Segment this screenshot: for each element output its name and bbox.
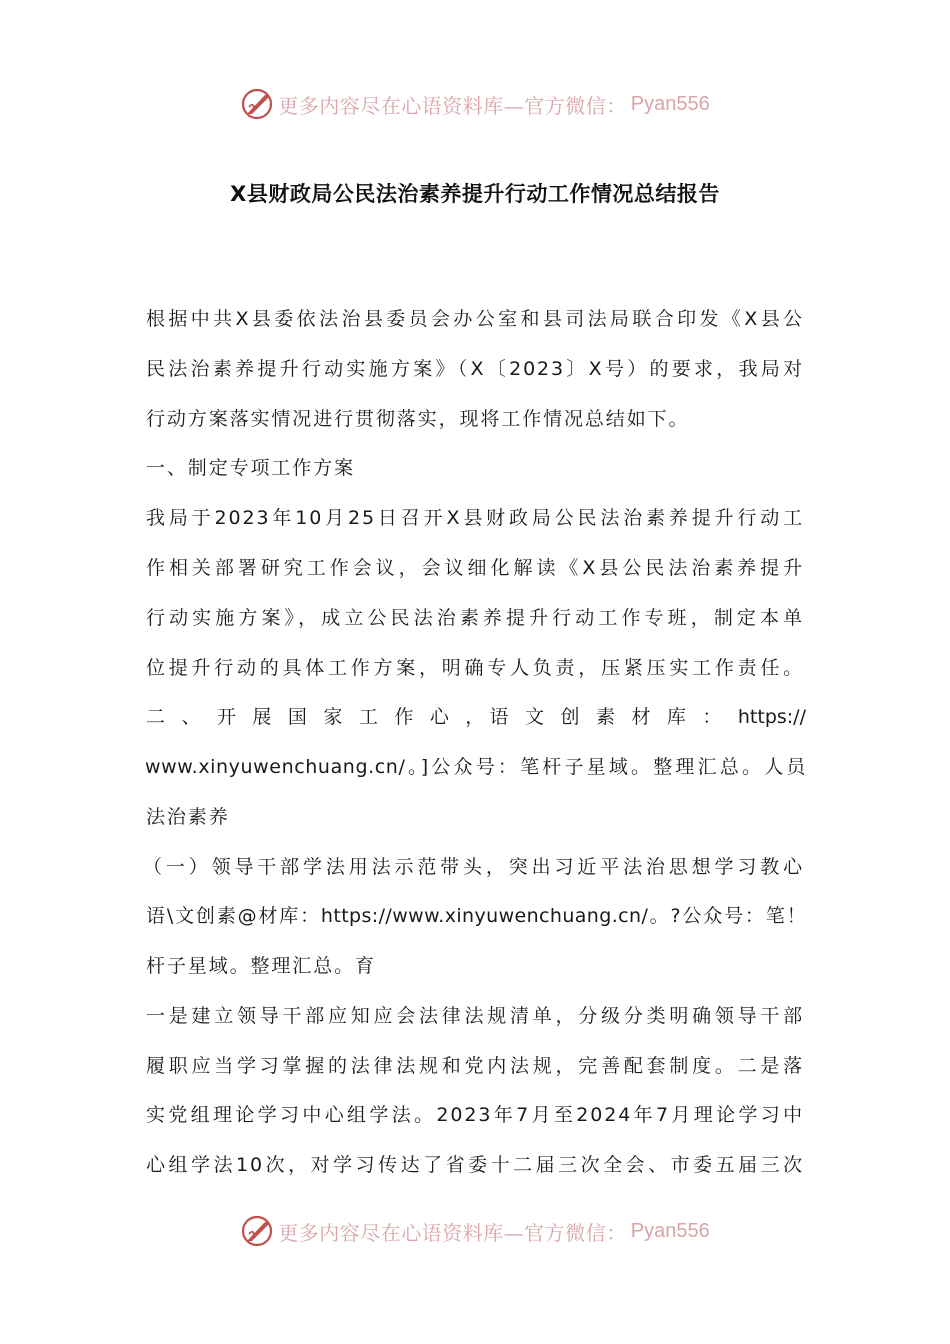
body-line: 我局于2023年10月25日召开X县财政局公民法治素养提升行动工 <box>146 507 804 529</box>
section-heading: 一、制定专项工作方案 <box>146 457 356 479</box>
body-line: 语\文创素@材库：https://www.xinyuwenchuang.cn/。?公众号：笔！ <box>146 905 806 927</box>
subsection-heading: （一）领导干部学法用法示范带头，突出习近平法治思想学习教心 <box>143 856 804 878</box>
body-line: 根据中共X县委依法治县委员会办公室和县司法局联合印发《X县公 <box>146 308 804 330</box>
body-line: 履职应当学习掌握的法律法规和党内法规，完善配套制度。二是落 <box>146 1055 804 1077</box>
body-line: 法治素养 <box>146 806 230 828</box>
footer-watermark <box>0 1211 950 1251</box>
body-line: 实党组理论学习中心组学法。2023年7月至2024年7月理论学习中 <box>146 1104 804 1126</box>
body-line: 一是建立领导干部应知应会法律法规清单，分级分类明确领导干部 <box>146 1005 804 1027</box>
body-line: 行动方案落实情况进行贯彻落实，现将工作情况总结如下。 <box>146 408 690 430</box>
body-line: www.xinyuwenchuang.cn/。]公众号：笔杆子星域。整理汇总。人员 <box>145 756 806 778</box>
document-title: X县财政局公民法治素养提升行动工作情况总结报告 <box>230 182 720 206</box>
body-line: 心组学法10次，对学习传达了省委十二届三次全会、市委五届三次 <box>146 1154 804 1176</box>
quill-logo-icon <box>240 1214 274 1248</box>
section-heading: 二 、 开 展 国 家 工 作 心 ，语 文 创 素 材 库 ： https:// <box>146 706 806 728</box>
watermark-text: 更多内容尽在心语资料库—官方微信： <box>278 1220 627 1245</box>
watermark-text: 更多内容尽在心语资料库—官方微信： <box>278 93 627 118</box>
body-line: 位提升行动的具体工作方案，明确专人负责，压紧压实工作责任。 <box>146 657 804 679</box>
header-watermark <box>0 84 950 124</box>
body-line: 民法治素养提升行动实施方案》（X〔2023〕X号）的要求，我局对 <box>146 358 804 380</box>
body-line: 行动实施方案》，成立公民法治素养提升行动工作专班，制定本单 <box>146 607 804 629</box>
watermark-wechat-id: Pyan556 <box>630 92 710 115</box>
watermark-wechat-id: Pyan556 <box>630 1219 710 1242</box>
body-line: 杆子星域。整理汇总。育 <box>146 955 376 977</box>
body-line: 作相关部署研究工作会议，会议细化解读《X县公民法治素养提升 <box>146 557 804 579</box>
quill-logo-icon <box>240 87 274 121</box>
